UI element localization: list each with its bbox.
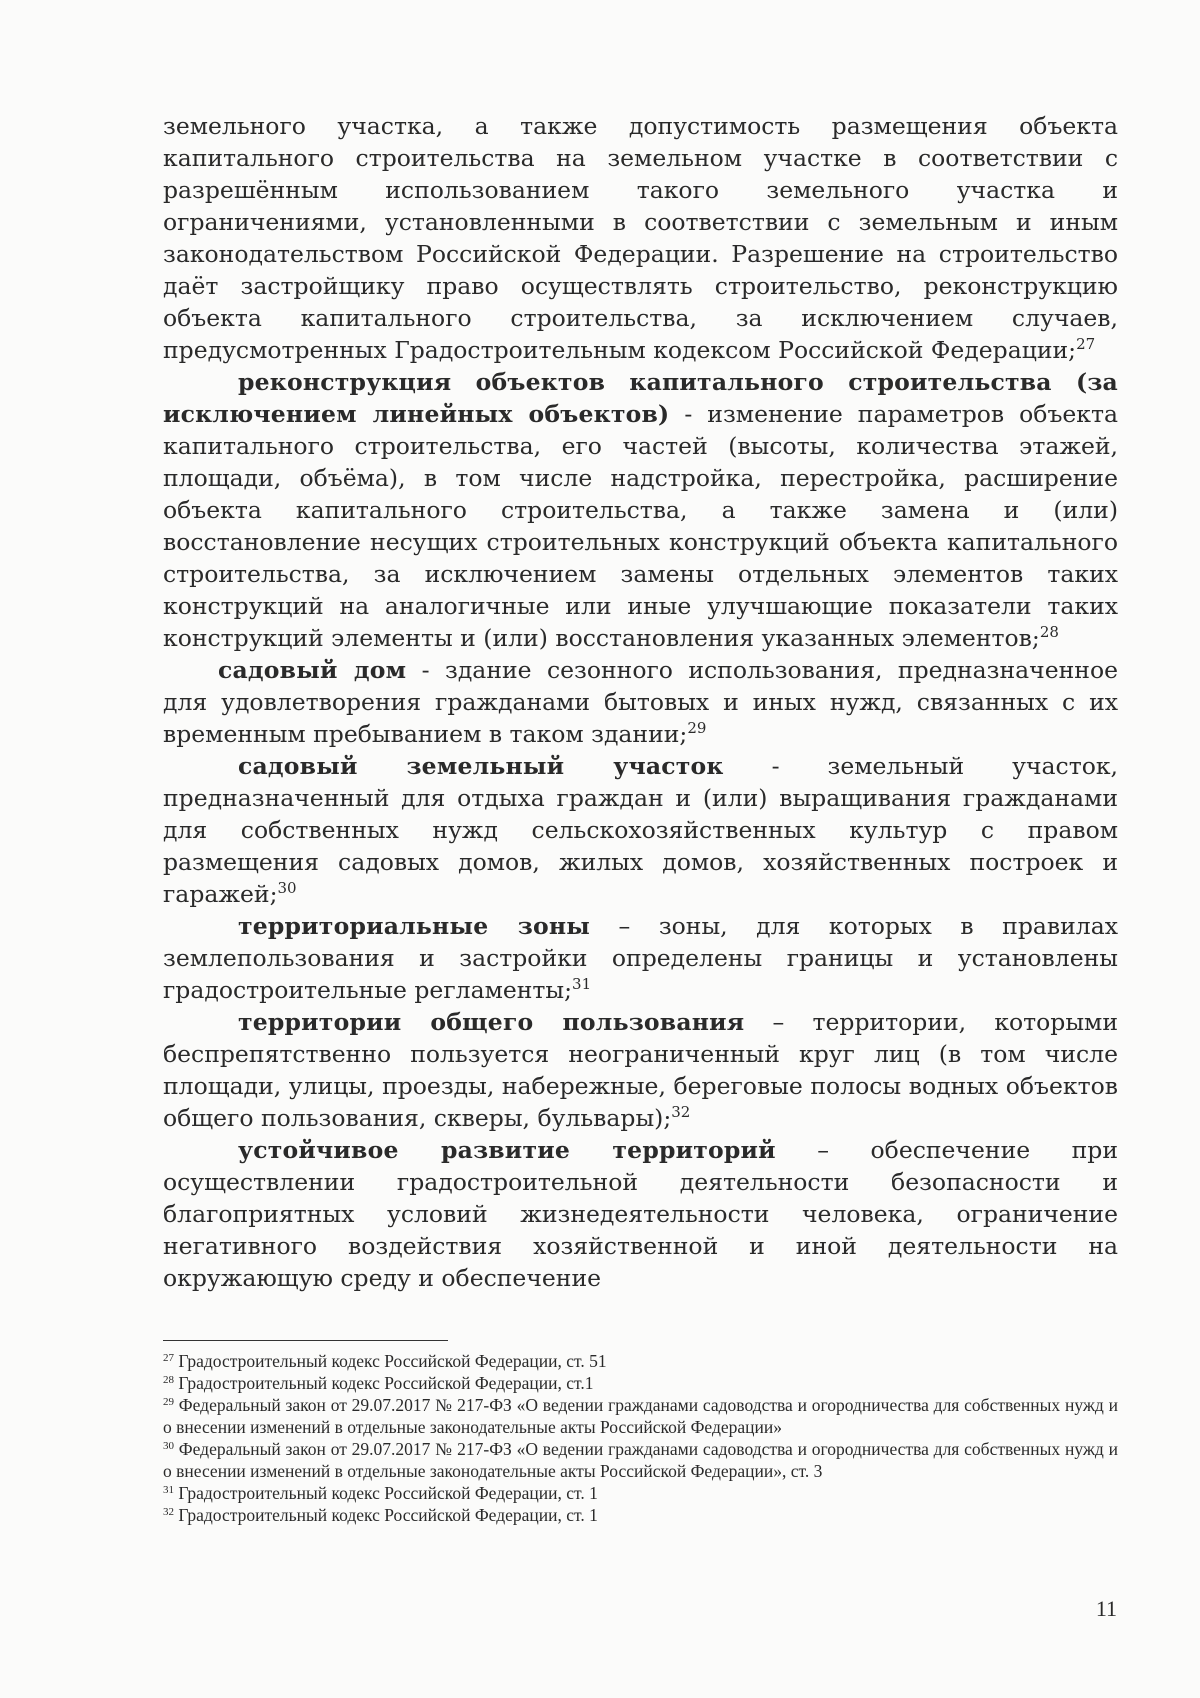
footnote-ref[interactable]: 29: [687, 719, 707, 737]
definition-term: территориальные зоны: [238, 912, 591, 940]
definition-text: – территории, которыми беспрепятственно пользуется неограниченный круг лиц (в том числе площади, улицы, проезды, набережные, береговые полосы водных объектов общего пользования, скверы, бульвары);: [163, 1008, 1118, 1132]
definition-territorial-zones: [163, 910, 1118, 1006]
definition-public-territories: [163, 1006, 1118, 1134]
footnote-number: 30: [163, 1440, 174, 1452]
definition-term: садовый дом: [218, 656, 407, 684]
footnote-number: 31: [163, 1484, 174, 1496]
footnotes: [163, 1350, 1118, 1526]
footnote: [163, 1394, 1118, 1438]
footnote: [163, 1438, 1118, 1482]
definition-text: - здание сезонного использования, предназначенное для удовлетворения гражданами бытовых и иных нужд, связанных с их временным пребыванием в таком здании;: [163, 656, 1118, 748]
definition-text: - изменение параметров объекта капитального строительства, его частей (высоты, количества этажей, площади, объёма), в том числе надстройка, перестройка, расширение объекта капитального строительства, а также замена и (или) восстановление несущих строительных конструкций объекта капитального строительства, за исключением замены отдельных элементов таких конструкций на аналогичные или иные улучшающие показатели таких конструкций элементы и (или) восстановления указанных элементов;: [163, 400, 1119, 652]
definition-text: - земельный участок, предназначенный для отдыха граждан и (или) выращивания гражданами для собственных нужд сельскохозяйственных культур с правом размещения садовых домов, жилых домов, хозяйственных построек и гаражей;: [163, 752, 1118, 908]
definition-sustainable-development: [163, 1134, 1118, 1294]
definition-reconstruction: [163, 366, 1118, 654]
footnote: [163, 1504, 1118, 1526]
footnote-text: Градостроительный кодекс Российской Федерации, ст. 51: [174, 1351, 607, 1371]
footnote-text: Федеральный закон от 29.07.2017 № 217-ФЗ «О ведении гражданами садоводства и огородничества для собственных нужд и о внесении изменений в отдельные законодательные акты Российской Федерации»: [163, 1395, 1118, 1437]
footnote-ref[interactable]: 27: [1076, 335, 1096, 353]
footnote-text: Федеральный закон от 29.07.2017 № 217-ФЗ «О ведении гражданами садоводства и огородничества для собственных нужд и о внесении изменений в отдельные законодательные акты Российской Федерации», ст. 3: [163, 1439, 1118, 1481]
footnote-separator: [163, 1340, 448, 1341]
footnote: [163, 1350, 1118, 1372]
page-number: 11: [1095, 1596, 1117, 1621]
definition-garden-house: [163, 654, 1118, 750]
footnote-text: Градостроительный кодекс Российской Федерации, ст. 1: [174, 1483, 598, 1503]
main-text: [163, 110, 1118, 1294]
footnote-text: Градостроительный кодекс Российской Федерации, ст.1: [174, 1373, 594, 1393]
footnote-number: 27: [163, 1352, 174, 1364]
footnote-ref[interactable]: 28: [1039, 623, 1059, 641]
definition-term: территории общего пользования: [238, 1008, 745, 1036]
footnote-ref[interactable]: 32: [671, 1103, 691, 1121]
paragraph-building-permit: [163, 110, 1118, 366]
footnote-ref[interactable]: 30: [277, 879, 297, 897]
footnote: [163, 1372, 1118, 1394]
footnote-ref[interactable]: 31: [572, 975, 592, 993]
footnote-number: 32: [163, 1506, 174, 1518]
footnote-number: 28: [163, 1374, 174, 1386]
footnote-number: 29: [163, 1396, 174, 1408]
definition-text: – зоны, для которых в правилах землепользования и застройки определены границы и установлены градостроительные регламенты;: [163, 912, 1118, 1004]
definition-garden-plot: [163, 750, 1118, 910]
definition-term: устойчивое развитие территорий: [238, 1136, 776, 1164]
definition-term: садовый земельный участок: [238, 752, 724, 780]
footnote-text: Градостроительный кодекс Российской Федерации, ст. 1: [174, 1505, 598, 1525]
paragraph-text: земельного участка, а также допустимость размещения объекта капитального строительства на земельном участке в соответствии с разрешённым использованием такого земельного участка и ограничениями, установленными в соответствии с земельным и иным законодательством Российской Федерации. Разрешение на строительство даёт застройщику право осуществлять строительство, реконструкцию объекта капитального строительства, за исключением случаев, предусмотренных Градостроительным кодексом Российской Федерации;: [163, 112, 1118, 364]
definition-text: – обеспечение при осуществлении градостроительной деятельности безопасности и благоприятных условий жизнедеятельности человека, ограничение негативного воздействия хозяйственной и иной деятельности на окружающую среду и обеспечение: [163, 1136, 1119, 1292]
definition-term: реконструкция объектов капитального строительства (за исключением линейных объектов): [163, 368, 1118, 428]
footnote: [163, 1482, 1118, 1504]
